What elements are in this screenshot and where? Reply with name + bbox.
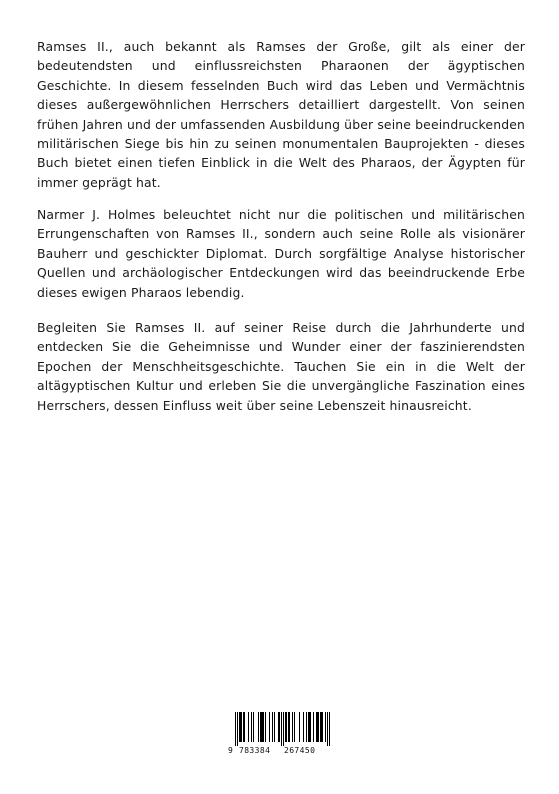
barcode-bar xyxy=(265,712,266,742)
barcode-bar xyxy=(263,712,264,742)
barcode-bar xyxy=(318,712,319,742)
barcode-bar xyxy=(322,712,323,742)
description-paragraph-1 xyxy=(37,37,525,192)
description-paragraph-3 xyxy=(37,318,525,415)
barcode-right-group: 267450 xyxy=(284,746,316,755)
barcode-bar xyxy=(329,712,330,746)
barcode-bar xyxy=(299,712,300,742)
barcode-bar xyxy=(303,712,304,742)
barcode-bar xyxy=(237,712,238,746)
barcode-bar xyxy=(241,712,242,742)
barcode-bar xyxy=(317,712,318,742)
barcode-bar xyxy=(243,712,244,742)
barcode-bar xyxy=(278,712,279,742)
barcode-bar xyxy=(253,712,254,742)
paragraph-text: Begleiten Sie Ramses II. auf seiner Reise durch die Jahrhunderte und entdecken Sie die Geheimnisse und Wunder einer der faszinierendsten Epochen der Menschheitsgeschichte. Tauchen Sie ein in die Welt der altägyptischen Kultur und erleben Sie die unvergängliche Faszination eines Herrschers, dessen Einfluss weit über seine Lebenszeit hinausreicht. xyxy=(37,320,525,413)
barcode-bar xyxy=(286,712,287,742)
barcode-bar xyxy=(320,712,321,742)
barcode-bar xyxy=(316,712,317,742)
barcode-bar xyxy=(269,712,270,742)
barcode-bar xyxy=(258,712,259,742)
barcode-bar xyxy=(309,712,310,742)
barcode-bar xyxy=(235,712,236,746)
paragraph-text: Ramses II., auch bekannt als Ramses der Große, gilt als einer der bedeutendsten und einflussreichsten Pharaonen der ägyptischen Geschichte. In diesem fesselnden Buch wird das Leben und Vermächtnis dieses außergewöhnlichen Herrschers detailliert dargestellt. Von seinen frühen Jahren und der umfassenden Ausbildung über seine beeindruckenden militärischen Siege bis hin zu seinen monumentalen Bauprojekten - dieses Buch bietet einen tiefen Einblick in die Welt des Pharaos, der Ägypten für immer geprägt hat. xyxy=(37,39,525,190)
barcode-bar xyxy=(239,712,240,742)
barcode-bar xyxy=(289,712,290,742)
barcode-left-group: 783384 xyxy=(239,746,271,755)
barcode-bar xyxy=(244,712,245,742)
barcode-bar xyxy=(325,712,326,742)
barcode-bar xyxy=(313,712,314,742)
barcode-bar xyxy=(274,712,275,742)
barcode-number xyxy=(226,746,333,756)
barcode-bar xyxy=(306,712,307,742)
barcode-bar xyxy=(279,712,280,742)
barcode-bar xyxy=(308,712,309,742)
description-paragraph-2 xyxy=(37,205,525,302)
barcode-bar xyxy=(260,712,261,742)
barcode-bar xyxy=(292,712,293,742)
barcode-bar xyxy=(288,712,289,742)
barcode-bars xyxy=(235,712,330,746)
isbn-barcode xyxy=(226,712,333,758)
barcode-bar xyxy=(262,712,263,742)
barcode-bar xyxy=(272,712,273,742)
barcode-bar xyxy=(281,712,282,746)
barcode-bar xyxy=(283,712,284,746)
barcode-bar xyxy=(261,712,262,742)
barcode-first-digit: 9 xyxy=(228,746,233,755)
barcode-bar xyxy=(294,712,295,742)
barcode-bar xyxy=(321,712,322,742)
barcode-bar xyxy=(251,712,252,742)
barcode-bar xyxy=(310,712,311,742)
barcode-bar xyxy=(240,712,241,742)
barcode-bar xyxy=(285,712,286,742)
barcode-bar xyxy=(248,712,249,742)
barcode-bar xyxy=(327,712,328,746)
paragraph-text: Narmer J. Holmes beleuchtet nicht nur die politischen und militärischen Errungenschaften von Ramses II., sondern auch seine Rolle als visionärer Bauherr und geschickter Diplomat. Durch sorgfältige Analyse historischer Quellen und archäologischer Entdeckungen wird das beeindruckende Erbe dieses ewigen Pharaos lebendig. xyxy=(37,207,525,300)
